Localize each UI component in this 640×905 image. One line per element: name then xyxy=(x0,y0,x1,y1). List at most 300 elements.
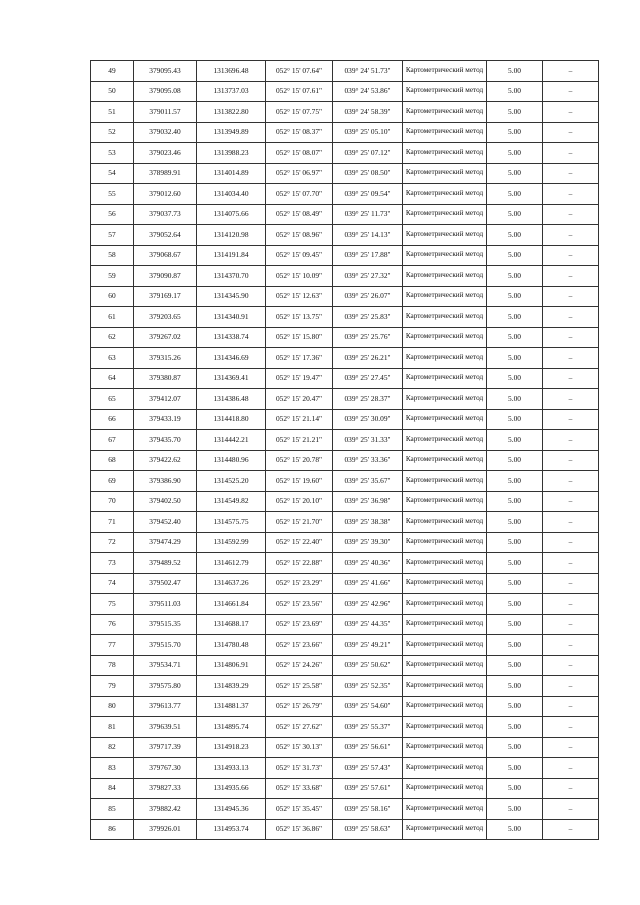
y-coordinate-cell: 1314345.90 xyxy=(197,286,266,307)
method-cell: Картометрический метод xyxy=(403,430,487,451)
accuracy-cell: 5.00 xyxy=(487,655,543,676)
x-coordinate-cell: 379023.46 xyxy=(134,143,197,164)
description-cell: – xyxy=(543,635,599,656)
table-row xyxy=(91,655,599,676)
description-cell: – xyxy=(543,799,599,820)
table-row xyxy=(91,635,599,656)
longitude-cell: 039° 25' 50.62" xyxy=(333,655,403,676)
latitude-cell: 052° 15' 10.09" xyxy=(266,266,333,287)
accuracy-cell: 5.00 xyxy=(487,163,543,184)
y-coordinate-cell: 1314935.66 xyxy=(197,778,266,799)
description-cell: – xyxy=(543,409,599,430)
x-coordinate-cell: 379717.39 xyxy=(134,737,197,758)
accuracy-cell: 5.00 xyxy=(487,307,543,328)
accuracy-cell: 5.00 xyxy=(487,737,543,758)
y-coordinate-cell: 1314549.82 xyxy=(197,491,266,512)
accuracy-cell: 5.00 xyxy=(487,184,543,205)
description-cell: – xyxy=(543,758,599,779)
x-coordinate-cell: 379169.17 xyxy=(134,286,197,307)
longitude-cell: 039° 25' 33.36" xyxy=(333,450,403,471)
latitude-cell: 052° 15' 26.79" xyxy=(266,696,333,717)
latitude-cell: 052° 15' 30.13" xyxy=(266,737,333,758)
table-row xyxy=(91,81,599,102)
point-number-cell: 55 xyxy=(91,184,134,205)
method-cell: Картометрический метод xyxy=(403,471,487,492)
y-coordinate-cell: 1314075.66 xyxy=(197,204,266,225)
table-row xyxy=(91,696,599,717)
point-number-cell: 78 xyxy=(91,655,134,676)
point-number-cell: 67 xyxy=(91,430,134,451)
accuracy-cell: 5.00 xyxy=(487,553,543,574)
y-coordinate-cell: 1313737.03 xyxy=(197,81,266,102)
accuracy-cell: 5.00 xyxy=(487,778,543,799)
description-cell: – xyxy=(543,614,599,635)
longitude-cell: 039° 25' 25.76" xyxy=(333,327,403,348)
table-row xyxy=(91,512,599,533)
description-cell: – xyxy=(543,389,599,410)
description-cell: – xyxy=(543,778,599,799)
longitude-cell: 039° 25' 11.73" xyxy=(333,204,403,225)
latitude-cell: 052° 15' 36.86" xyxy=(266,819,333,840)
method-cell: Картометрический метод xyxy=(403,819,487,840)
x-coordinate-cell: 379412.07 xyxy=(134,389,197,410)
x-coordinate-cell: 379315.26 xyxy=(134,348,197,369)
latitude-cell: 052° 15' 20.47" xyxy=(266,389,333,410)
latitude-cell: 052° 15' 24.26" xyxy=(266,655,333,676)
table-row xyxy=(91,737,599,758)
point-number-cell: 59 xyxy=(91,266,134,287)
x-coordinate-cell: 379489.52 xyxy=(134,553,197,574)
description-cell: – xyxy=(543,430,599,451)
longitude-cell: 039° 25' 28.37" xyxy=(333,389,403,410)
latitude-cell: 052° 15' 20.10" xyxy=(266,491,333,512)
latitude-cell: 052° 15' 23.56" xyxy=(266,594,333,615)
x-coordinate-cell: 379435.70 xyxy=(134,430,197,451)
method-cell: Картометрический метод xyxy=(403,81,487,102)
point-number-cell: 53 xyxy=(91,143,134,164)
description-cell: – xyxy=(543,184,599,205)
x-coordinate-cell: 379386.90 xyxy=(134,471,197,492)
latitude-cell: 052° 15' 13.75" xyxy=(266,307,333,328)
y-coordinate-cell: 1314839.29 xyxy=(197,676,266,697)
point-number-cell: 69 xyxy=(91,471,134,492)
point-number-cell: 73 xyxy=(91,553,134,574)
point-number-cell: 64 xyxy=(91,368,134,389)
longitude-cell: 039° 25' 27.45" xyxy=(333,368,403,389)
point-number-cell: 70 xyxy=(91,491,134,512)
table-row xyxy=(91,573,599,594)
description-cell: – xyxy=(543,266,599,287)
x-coordinate-cell: 379095.08 xyxy=(134,81,197,102)
latitude-cell: 052° 15' 07.61" xyxy=(266,81,333,102)
y-coordinate-cell: 1313988.23 xyxy=(197,143,266,164)
accuracy-cell: 5.00 xyxy=(487,717,543,738)
accuracy-cell: 5.00 xyxy=(487,819,543,840)
longitude-cell: 039° 25' 58.63" xyxy=(333,819,403,840)
longitude-cell: 039° 25' 52.35" xyxy=(333,676,403,697)
method-cell: Картометрический метод xyxy=(403,389,487,410)
method-cell: Картометрический метод xyxy=(403,163,487,184)
coordinates-document xyxy=(90,60,598,840)
description-cell: – xyxy=(543,102,599,123)
latitude-cell: 052° 15' 23.66" xyxy=(266,635,333,656)
accuracy-cell: 5.00 xyxy=(487,635,543,656)
method-cell: Картометрический метод xyxy=(403,143,487,164)
accuracy-cell: 5.00 xyxy=(487,225,543,246)
x-coordinate-cell: 379380.87 xyxy=(134,368,197,389)
longitude-cell: 039° 25' 56.61" xyxy=(333,737,403,758)
table-row xyxy=(91,327,599,348)
description-cell: – xyxy=(543,143,599,164)
accuracy-cell: 5.00 xyxy=(487,430,543,451)
y-coordinate-cell: 1314612.79 xyxy=(197,553,266,574)
point-number-cell: 54 xyxy=(91,163,134,184)
longitude-cell: 039° 25' 57.43" xyxy=(333,758,403,779)
y-coordinate-cell: 1314575.75 xyxy=(197,512,266,533)
description-cell: – xyxy=(543,819,599,840)
point-number-cell: 75 xyxy=(91,594,134,615)
accuracy-cell: 5.00 xyxy=(487,81,543,102)
table-row xyxy=(91,348,599,369)
longitude-cell: 039° 25' 44.35" xyxy=(333,614,403,635)
table-row xyxy=(91,717,599,738)
method-cell: Картометрический метод xyxy=(403,286,487,307)
longitude-cell: 039° 25' 26.21" xyxy=(333,348,403,369)
y-coordinate-cell: 1314806.91 xyxy=(197,655,266,676)
x-coordinate-cell: 379402.50 xyxy=(134,491,197,512)
longitude-cell: 039° 24' 58.39" xyxy=(333,102,403,123)
latitude-cell: 052° 15' 21.70" xyxy=(266,512,333,533)
latitude-cell: 052° 15' 33.68" xyxy=(266,778,333,799)
longitude-cell: 039° 25' 08.50" xyxy=(333,163,403,184)
x-coordinate-cell: 379474.29 xyxy=(134,532,197,553)
coordinates-table xyxy=(90,60,599,840)
description-cell: – xyxy=(543,204,599,225)
accuracy-cell: 5.00 xyxy=(487,614,543,635)
x-coordinate-cell: 379052.64 xyxy=(134,225,197,246)
y-coordinate-cell: 1313696.48 xyxy=(197,61,266,82)
latitude-cell: 052° 15' 22.40" xyxy=(266,532,333,553)
x-coordinate-cell: 379639.51 xyxy=(134,717,197,738)
latitude-cell: 052° 15' 19.60" xyxy=(266,471,333,492)
latitude-cell: 052° 15' 25.58" xyxy=(266,676,333,697)
longitude-cell: 039° 25' 07.12" xyxy=(333,143,403,164)
longitude-cell: 039° 24' 53.86" xyxy=(333,81,403,102)
point-number-cell: 81 xyxy=(91,717,134,738)
latitude-cell: 052° 15' 23.29" xyxy=(266,573,333,594)
x-coordinate-cell: 379037.73 xyxy=(134,204,197,225)
accuracy-cell: 5.00 xyxy=(487,594,543,615)
x-coordinate-cell: 379767.30 xyxy=(134,758,197,779)
method-cell: Картометрический метод xyxy=(403,532,487,553)
y-coordinate-cell: 1314918.23 xyxy=(197,737,266,758)
y-coordinate-cell: 1314895.74 xyxy=(197,717,266,738)
table-row xyxy=(91,594,599,615)
x-coordinate-cell: 379534.71 xyxy=(134,655,197,676)
description-cell: – xyxy=(543,573,599,594)
x-coordinate-cell: 379012.60 xyxy=(134,184,197,205)
description-cell: – xyxy=(543,327,599,348)
latitude-cell: 052° 15' 08.49" xyxy=(266,204,333,225)
description-cell: – xyxy=(543,737,599,758)
method-cell: Картометрический метод xyxy=(403,799,487,820)
longitude-cell: 039° 25' 26.07" xyxy=(333,286,403,307)
longitude-cell: 039° 25' 25.83" xyxy=(333,307,403,328)
table-row xyxy=(91,819,599,840)
method-cell: Картометрический метод xyxy=(403,184,487,205)
latitude-cell: 052° 15' 12.63" xyxy=(266,286,333,307)
longitude-cell: 039° 25' 58.16" xyxy=(333,799,403,820)
latitude-cell: 052° 15' 06.97" xyxy=(266,163,333,184)
accuracy-cell: 5.00 xyxy=(487,532,543,553)
table-row xyxy=(91,286,599,307)
longitude-cell: 039° 25' 49.21" xyxy=(333,635,403,656)
description-cell: – xyxy=(543,163,599,184)
latitude-cell: 052° 15' 21.21" xyxy=(266,430,333,451)
y-coordinate-cell: 1314945.36 xyxy=(197,799,266,820)
y-coordinate-cell: 1314346.69 xyxy=(197,348,266,369)
longitude-cell: 039° 25' 40.36" xyxy=(333,553,403,574)
method-cell: Картометрический метод xyxy=(403,327,487,348)
latitude-cell: 052° 15' 22.88" xyxy=(266,553,333,574)
accuracy-cell: 5.00 xyxy=(487,286,543,307)
accuracy-cell: 5.00 xyxy=(487,266,543,287)
y-coordinate-cell: 1314120.98 xyxy=(197,225,266,246)
y-coordinate-cell: 1314661.84 xyxy=(197,594,266,615)
method-cell: Картометрический метод xyxy=(403,409,487,430)
y-coordinate-cell: 1314688.17 xyxy=(197,614,266,635)
latitude-cell: 052° 15' 07.70" xyxy=(266,184,333,205)
accuracy-cell: 5.00 xyxy=(487,143,543,164)
table-row xyxy=(91,122,599,143)
accuracy-cell: 5.00 xyxy=(487,61,543,82)
x-coordinate-cell: 378989.91 xyxy=(134,163,197,184)
longitude-cell: 039° 25' 05.10" xyxy=(333,122,403,143)
method-cell: Картометрический метод xyxy=(403,348,487,369)
x-coordinate-cell: 379515.70 xyxy=(134,635,197,656)
description-cell: – xyxy=(543,286,599,307)
method-cell: Картометрический метод xyxy=(403,61,487,82)
accuracy-cell: 5.00 xyxy=(487,389,543,410)
point-number-cell: 57 xyxy=(91,225,134,246)
longitude-cell: 039° 25' 09.54" xyxy=(333,184,403,205)
longitude-cell: 039° 25' 55.37" xyxy=(333,717,403,738)
point-number-cell: 82 xyxy=(91,737,134,758)
point-number-cell: 62 xyxy=(91,327,134,348)
point-number-cell: 60 xyxy=(91,286,134,307)
y-coordinate-cell: 1314525.20 xyxy=(197,471,266,492)
method-cell: Картометрический метод xyxy=(403,225,487,246)
table-row xyxy=(91,389,599,410)
description-cell: – xyxy=(543,491,599,512)
accuracy-cell: 5.00 xyxy=(487,409,543,430)
x-coordinate-cell: 379452.40 xyxy=(134,512,197,533)
accuracy-cell: 5.00 xyxy=(487,696,543,717)
x-coordinate-cell: 379068.67 xyxy=(134,245,197,266)
description-cell: – xyxy=(543,348,599,369)
x-coordinate-cell: 379032.40 xyxy=(134,122,197,143)
x-coordinate-cell: 379502.47 xyxy=(134,573,197,594)
latitude-cell: 052° 15' 08.96" xyxy=(266,225,333,246)
table-row xyxy=(91,204,599,225)
longitude-cell: 039° 25' 30.09" xyxy=(333,409,403,430)
y-coordinate-cell: 1314933.13 xyxy=(197,758,266,779)
method-cell: Картометрический метод xyxy=(403,512,487,533)
accuracy-cell: 5.00 xyxy=(487,491,543,512)
description-cell: – xyxy=(543,676,599,697)
x-coordinate-cell: 379575.80 xyxy=(134,676,197,697)
longitude-cell: 039° 24' 51.73" xyxy=(333,61,403,82)
description-cell: – xyxy=(543,696,599,717)
accuracy-cell: 5.00 xyxy=(487,799,543,820)
table-row xyxy=(91,799,599,820)
method-cell: Картометрический метод xyxy=(403,491,487,512)
table-row xyxy=(91,450,599,471)
description-cell: – xyxy=(543,655,599,676)
latitude-cell: 052° 15' 09.45" xyxy=(266,245,333,266)
method-cell: Картометрический метод xyxy=(403,676,487,697)
x-coordinate-cell: 379267.02 xyxy=(134,327,197,348)
point-number-cell: 83 xyxy=(91,758,134,779)
accuracy-cell: 5.00 xyxy=(487,122,543,143)
description-cell: – xyxy=(543,245,599,266)
table-row xyxy=(91,61,599,82)
y-coordinate-cell: 1314338.74 xyxy=(197,327,266,348)
latitude-cell: 052° 15' 35.45" xyxy=(266,799,333,820)
longitude-cell: 039° 25' 42.96" xyxy=(333,594,403,615)
longitude-cell: 039° 25' 14.13" xyxy=(333,225,403,246)
table-row xyxy=(91,225,599,246)
table-row xyxy=(91,553,599,574)
point-number-cell: 49 xyxy=(91,61,134,82)
method-cell: Картометрический метод xyxy=(403,122,487,143)
description-cell: – xyxy=(543,471,599,492)
accuracy-cell: 5.00 xyxy=(487,573,543,594)
point-number-cell: 79 xyxy=(91,676,134,697)
table-row xyxy=(91,676,599,697)
method-cell: Картометрический метод xyxy=(403,737,487,758)
description-cell: – xyxy=(543,532,599,553)
method-cell: Картометрический метод xyxy=(403,594,487,615)
table-row xyxy=(91,491,599,512)
method-cell: Картометрический метод xyxy=(403,266,487,287)
coordinates-table-body xyxy=(91,61,599,840)
x-coordinate-cell: 379422.62 xyxy=(134,450,197,471)
method-cell: Картометрический метод xyxy=(403,450,487,471)
y-coordinate-cell: 1314480.96 xyxy=(197,450,266,471)
latitude-cell: 052° 15' 19.47" xyxy=(266,368,333,389)
method-cell: Картометрический метод xyxy=(403,102,487,123)
point-number-cell: 50 xyxy=(91,81,134,102)
method-cell: Картометрический метод xyxy=(403,614,487,635)
point-number-cell: 71 xyxy=(91,512,134,533)
longitude-cell: 039° 25' 41.66" xyxy=(333,573,403,594)
method-cell: Картометрический метод xyxy=(403,696,487,717)
y-coordinate-cell: 1314637.26 xyxy=(197,573,266,594)
latitude-cell: 052° 15' 20.78" xyxy=(266,450,333,471)
point-number-cell: 84 xyxy=(91,778,134,799)
point-number-cell: 65 xyxy=(91,389,134,410)
accuracy-cell: 5.00 xyxy=(487,676,543,697)
method-cell: Картометрический метод xyxy=(403,368,487,389)
longitude-cell: 039° 25' 35.67" xyxy=(333,471,403,492)
point-number-cell: 68 xyxy=(91,450,134,471)
table-row xyxy=(91,184,599,205)
latitude-cell: 052° 15' 15.80" xyxy=(266,327,333,348)
point-number-cell: 74 xyxy=(91,573,134,594)
description-cell: – xyxy=(543,61,599,82)
point-number-cell: 80 xyxy=(91,696,134,717)
y-coordinate-cell: 1314953.74 xyxy=(197,819,266,840)
y-coordinate-cell: 1314191.84 xyxy=(197,245,266,266)
point-number-cell: 52 xyxy=(91,122,134,143)
point-number-cell: 61 xyxy=(91,307,134,328)
point-number-cell: 58 xyxy=(91,245,134,266)
description-cell: – xyxy=(543,81,599,102)
point-number-cell: 86 xyxy=(91,819,134,840)
method-cell: Картометрический метод xyxy=(403,245,487,266)
table-row xyxy=(91,266,599,287)
description-cell: – xyxy=(543,512,599,533)
description-cell: – xyxy=(543,307,599,328)
longitude-cell: 039° 25' 17.88" xyxy=(333,245,403,266)
description-cell: – xyxy=(543,225,599,246)
latitude-cell: 052° 15' 07.75" xyxy=(266,102,333,123)
description-cell: – xyxy=(543,368,599,389)
accuracy-cell: 5.00 xyxy=(487,450,543,471)
latitude-cell: 052° 15' 08.37" xyxy=(266,122,333,143)
accuracy-cell: 5.00 xyxy=(487,245,543,266)
x-coordinate-cell: 379090.87 xyxy=(134,266,197,287)
accuracy-cell: 5.00 xyxy=(487,102,543,123)
method-cell: Картометрический метод xyxy=(403,655,487,676)
method-cell: Картометрический метод xyxy=(403,635,487,656)
x-coordinate-cell: 379882.42 xyxy=(134,799,197,820)
method-cell: Картометрический метод xyxy=(403,717,487,738)
method-cell: Картометрический метод xyxy=(403,778,487,799)
point-number-cell: 51 xyxy=(91,102,134,123)
point-number-cell: 76 xyxy=(91,614,134,635)
table-row xyxy=(91,368,599,389)
latitude-cell: 052° 15' 08.07" xyxy=(266,143,333,164)
y-coordinate-cell: 1314386.48 xyxy=(197,389,266,410)
method-cell: Картометрический метод xyxy=(403,307,487,328)
table-row xyxy=(91,758,599,779)
table-row xyxy=(91,532,599,553)
x-coordinate-cell: 379515.35 xyxy=(134,614,197,635)
y-coordinate-cell: 1314369.41 xyxy=(197,368,266,389)
longitude-cell: 039° 25' 57.61" xyxy=(333,778,403,799)
longitude-cell: 039° 25' 54.60" xyxy=(333,696,403,717)
accuracy-cell: 5.00 xyxy=(487,368,543,389)
longitude-cell: 039° 25' 27.32" xyxy=(333,266,403,287)
longitude-cell: 039° 25' 36.98" xyxy=(333,491,403,512)
x-coordinate-cell: 379926.01 xyxy=(134,819,197,840)
accuracy-cell: 5.00 xyxy=(487,348,543,369)
method-cell: Картометрический метод xyxy=(403,573,487,594)
table-row xyxy=(91,307,599,328)
latitude-cell: 052° 15' 17.36" xyxy=(266,348,333,369)
y-coordinate-cell: 1314370.70 xyxy=(197,266,266,287)
table-row xyxy=(91,614,599,635)
x-coordinate-cell: 379827.33 xyxy=(134,778,197,799)
table-row xyxy=(91,778,599,799)
y-coordinate-cell: 1314340.91 xyxy=(197,307,266,328)
description-cell: – xyxy=(543,594,599,615)
y-coordinate-cell: 1313949.89 xyxy=(197,122,266,143)
table-row xyxy=(91,143,599,164)
x-coordinate-cell: 379203.65 xyxy=(134,307,197,328)
